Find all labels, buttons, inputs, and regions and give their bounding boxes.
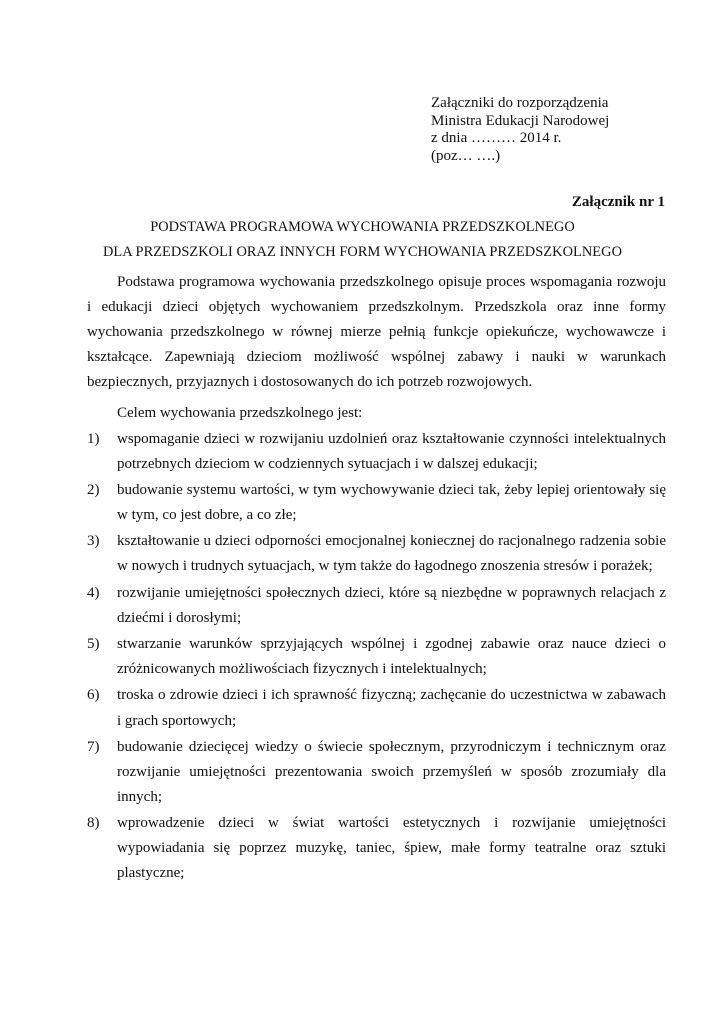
document-body <box>87 270 666 888</box>
annex-label: Załącznik nr 1 <box>571 194 665 210</box>
list-item <box>87 529 666 579</box>
list-item-number: 7) <box>87 738 100 755</box>
intro-paragraph: Podstawa programowa wychowania przedszkolnego opisuje proces wspomagania rozwoju i edukacji dzieci objętych wychowaniem przedszkolnym. Przedszkola oraz inne formy wychowania przedszkolnego w równej mierze pełnią funkcje opiekuńcze, wychowawcze i kształcące. Zapewniają dzieciom możliwość wspólnej zabawy i nauki w warunkach bezpiecznych, przyjaznych i dostosowanych do ich potrzeb rozwojowych. <box>87 274 666 391</box>
list-item-text: troska o zdrowie dzieci i ich sprawność fizyczną; zachęcanie do uczestnictwa w zabawach i grach sportowych; <box>117 687 666 729</box>
list-item-text: budowanie dziecięcej wiedzy o świecie społecznym, przyrodniczym i technicznym oraz rozwijanie umiejętności prezentowania swoich przemyśleń w sposób zrozumiały dla innych; <box>117 738 666 805</box>
list-item <box>87 478 666 528</box>
goals-list <box>87 427 666 887</box>
list-item <box>87 427 666 477</box>
list-item-text: wspomaganie dzieci w rozwijaniu uzdolnień oraz kształtowanie czynności intelektualnych potrzebnych dzieciom w codziennych sytuacjach i w dalszej edukacji; <box>117 430 666 472</box>
list-item-text: kształtowanie u dzieci odporności emocjonalnej koniecznej do racjonalnego radzenia sobie w nowych i trudnych sytuacjach, w tym także do łagodnego znoszenia stresów i porażek; <box>117 533 666 575</box>
list-item-text: rozwijanie umiejętności społecznych dzieci, które są niezbędne w poprawnych relacjach z dziećmi i dorosłymi; <box>117 584 666 626</box>
list-item-text: wprowadzenie dzieci w świat wartości estetycznych i rozwijanie umiejętności wypowiadania się poprzez muzykę, taniec, śpiew, małe formy teatralne oraz sztuki plastyczne; <box>117 815 666 882</box>
list-item <box>87 632 666 682</box>
list-item-number: 1) <box>87 430 100 447</box>
list-item-number: 2) <box>87 481 100 498</box>
regulation-header <box>431 95 691 165</box>
header-line: (poz… ….) <box>431 147 501 164</box>
list-item-number: 4) <box>87 584 100 601</box>
goals-intro: Celem wychowania przedszkolnego jest: <box>117 405 363 422</box>
document-title-line-1: PODSTAWA PROGRAMOWA WYCHOWANIA PRZEDSZKOLNEGO <box>150 219 575 235</box>
list-item <box>87 735 666 810</box>
header-line: Załączniki do rozporządzenia <box>431 95 609 111</box>
header-line: z dnia ……… 2014 r. <box>431 130 562 146</box>
document-title-line-2: DLA PRZEDSZKOLI ORAZ INNYCH FORM WYCHOWANIA PRZEDSZKOLNEGO <box>102 244 623 260</box>
header-line: Ministra Edukacji Narodowej <box>431 112 610 129</box>
list-item-number: 6) <box>87 687 100 704</box>
list-item-number: 3) <box>87 533 100 550</box>
list-item-number: 8) <box>87 815 100 832</box>
list-item-number: 5) <box>87 636 100 653</box>
list-item <box>87 581 666 631</box>
list-item-text: stwarzanie warunków sprzyjających wspólnej i zgodnej zabawie oraz nauce dzieci o zróżnicowanych możliwościach fizycznych i intelektualnych; <box>117 636 666 678</box>
list-item-text: budowanie systemu wartości, w tym wychowywanie dzieci tak, żeby lepiej orientowały się w tym, co jest dobre, a co złe; <box>117 481 666 524</box>
list-item <box>87 683 666 733</box>
list-item <box>87 811 666 886</box>
